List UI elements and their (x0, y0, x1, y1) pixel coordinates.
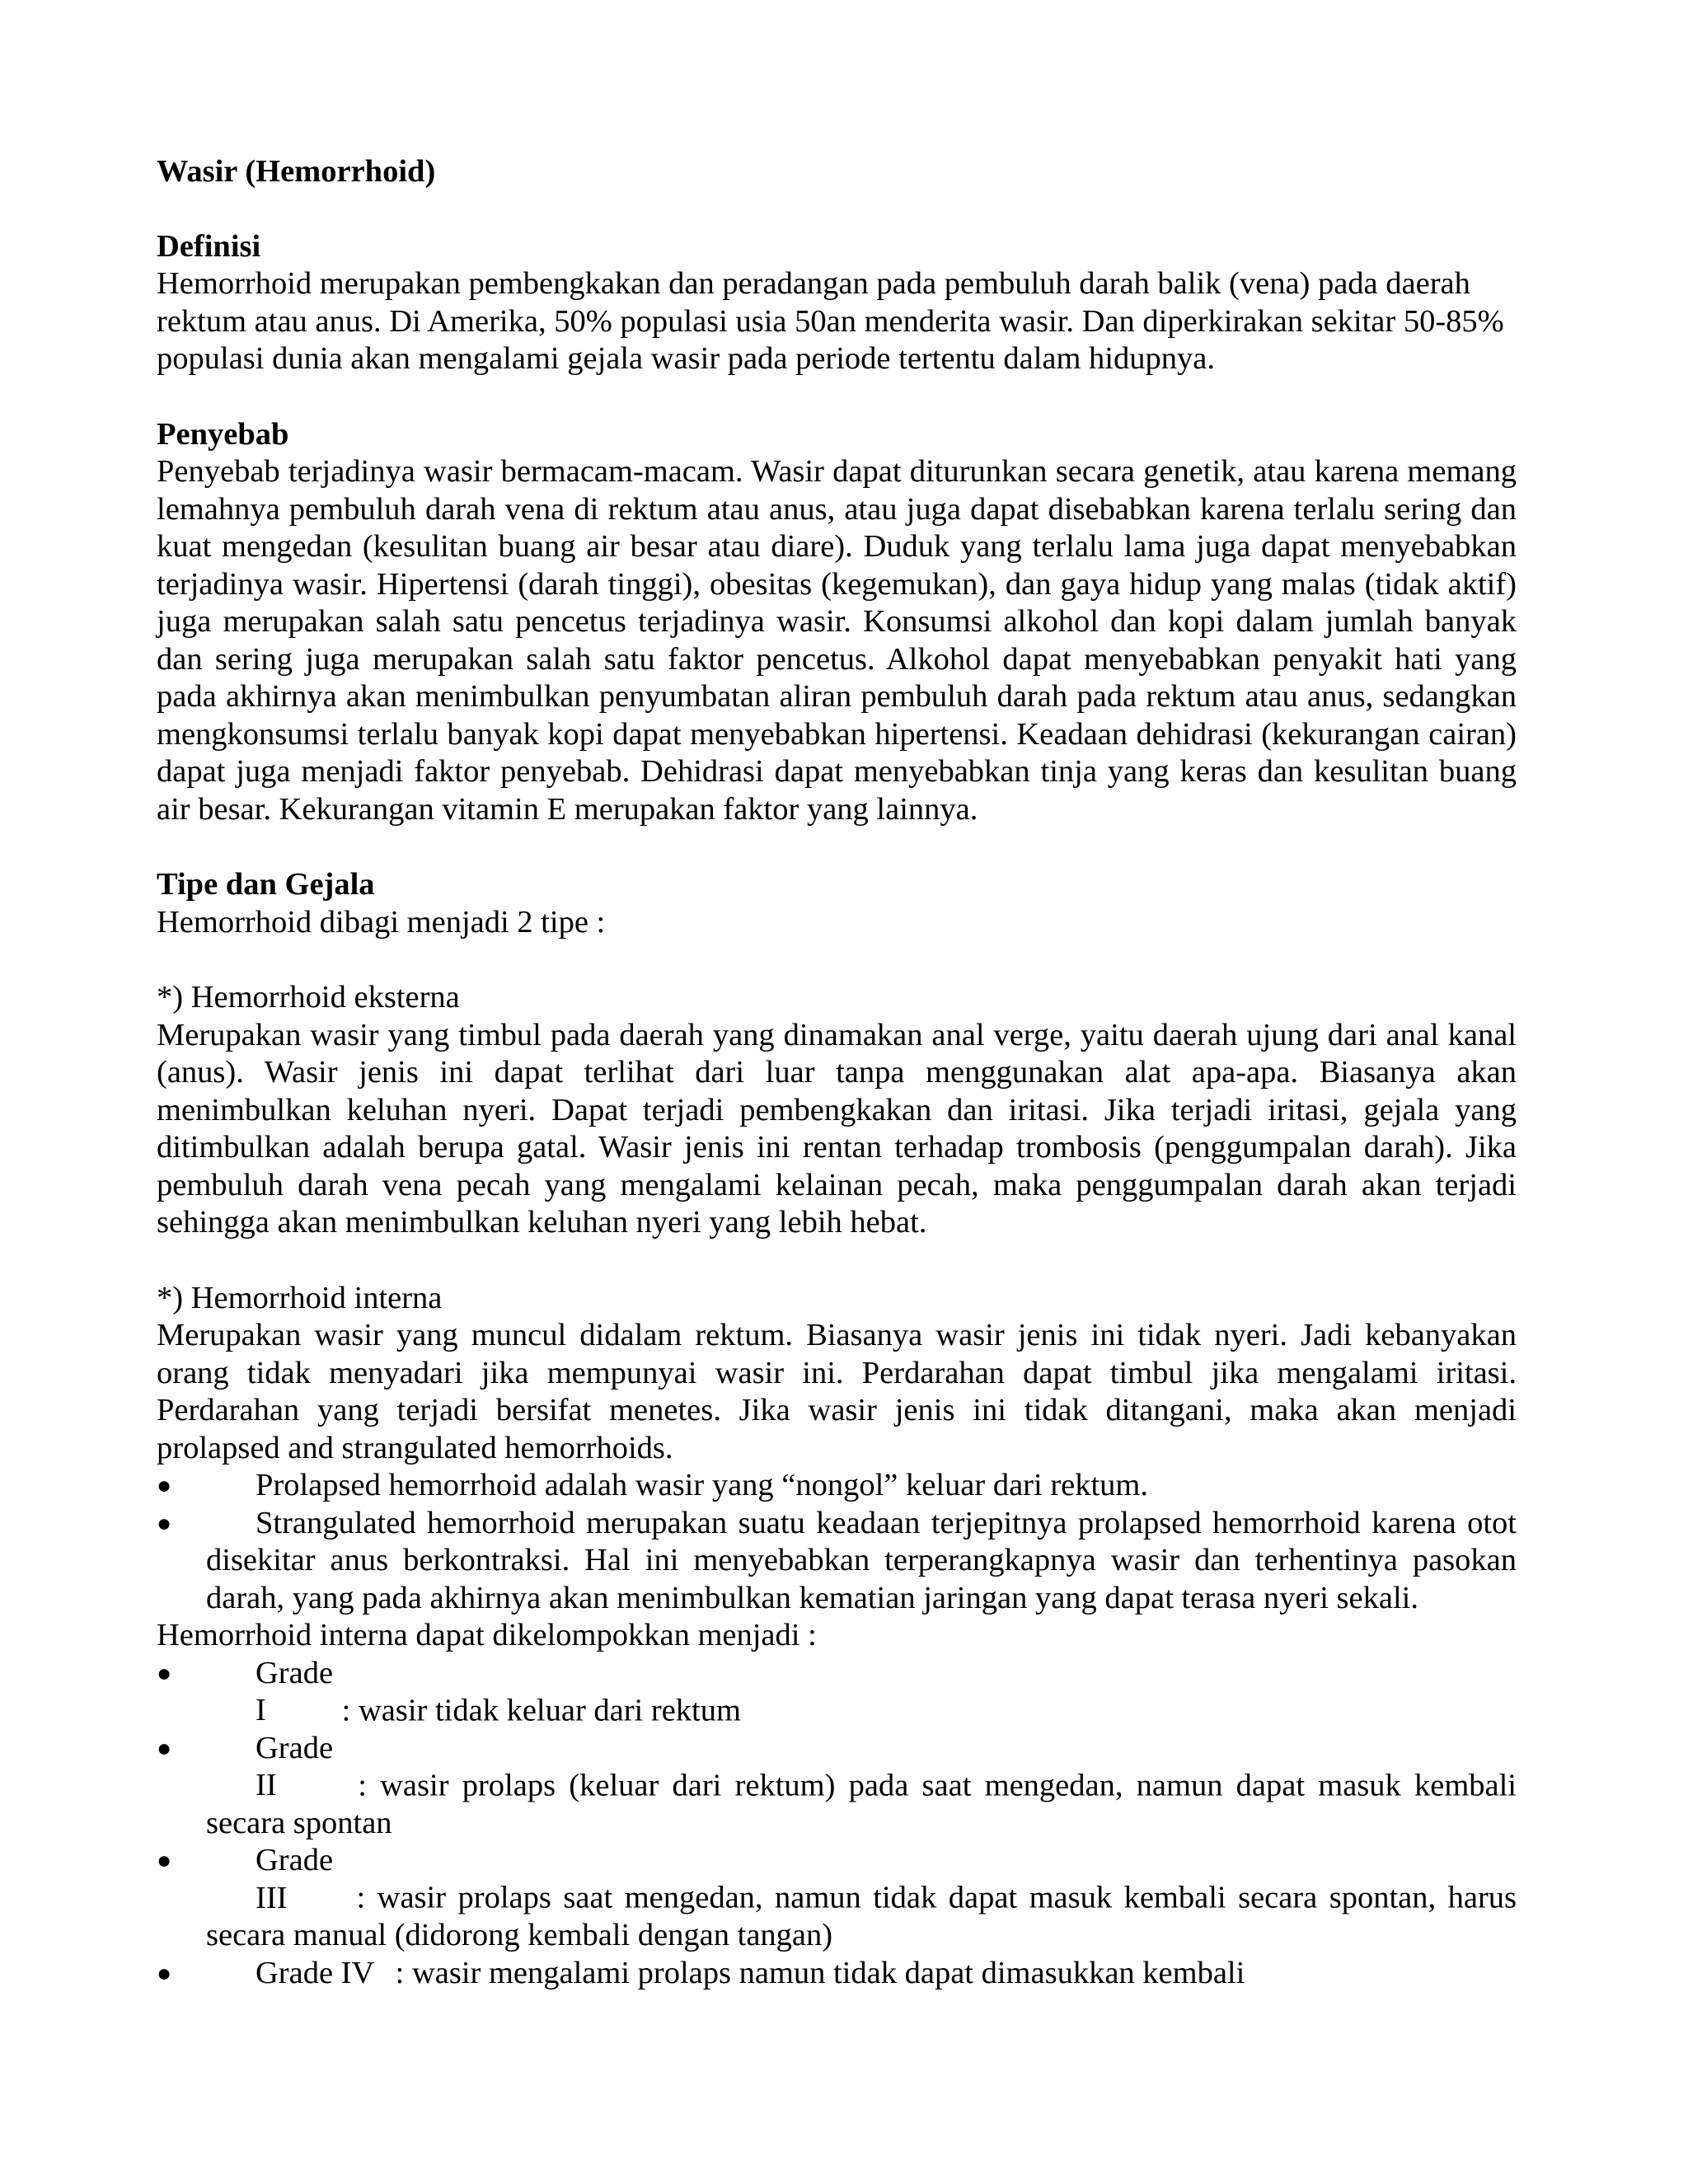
eksterna-title: *) Hemorrhoid eksterna (157, 980, 460, 1015)
grade-text: : wasir mengalami prolaps namun tidak dapat dimasukkan kembali (395, 1955, 1245, 1990)
grade-text: : wasir tidak keluar dari rektum (341, 1693, 741, 1727)
list-item (157, 1467, 1517, 1505)
list-item-text: Strangulated hemorrhoid merupakan suatu keadaan terjepitnya prolapsed hemorrhoid karena otot disekitar anus berkontraksi. Hal ini menyebabkan terperangkapnya wasir dan terhentinya pasokan darah, yang pada akhirnya akan menimbulkan kematian jaringan yang dapat terasa nyeri sekali. (206, 1505, 1517, 1615)
interna-paragraph: Merupakan wasir yang muncul didalam rektum. Biasanya wasir jenis ini tidak nyeri. Jadi kebanyakan orang tidak menyadari jika mempunyai wasir ini. Perdarahan dapat timbul jika mengalami iritasi. Perdarahan yang terjadi bersifat menetes. Jika wasir jenis ini tidak ditangani, maka akan menjadi prolapsed and strangulated hemorrhoids. (157, 1318, 1517, 1465)
grade-list (157, 1655, 1517, 1993)
grade-label: Grade II (256, 1730, 334, 1802)
penyebab-paragraph: Penyebab terjadinya wasir bermacam-macam. Wasir dapat diturunkan secara genetik, atau karena memang lemahnya pembuluh darah vena di rektum atau anus, atau juga dapat disebabkan karena terlalu sering dan kuat mengedan (kesulitan buang air besar atau diare). Duduk yang terlalu lama juga dapat menyebabkan terjadinya wasir. Hipertensi (darah tinggi), obesitas (kegemukan), dan gaya hidup yang malas (tidak aktif) juga merupakan salah satu pencetus terjadinya wasir. Konsumsi alkohol dan kopi dalam jumlah banyak dan sering juga merupakan salah satu faktor pencetus. Alkohol dapat menyebabkan penyakit hati yang pada akhirnya akan menimbulkan penyumbatan aliran pembuluh darah pada rektum atau anus, sedangkan mengkonsumsi terlalu banyak kopi dapat menyebabkan hipertensi. Keadaan dehidrasi (kekurangan cairan) dapat juga menjadi faktor penyebab. Dehidrasi dapat menyebabkan tinja yang keras dan kesulitan buang air besar. Kekurangan vitamin E merupakan faktor yang lainnya. (157, 454, 1517, 827)
definisi-heading: Definisi (157, 228, 261, 264)
penyebab-heading: Penyebab (157, 416, 289, 452)
eksterna-paragraph: Merupakan wasir yang timbul pada daerah yang dinamakan anal verge, yaitu daerah ujung dari anal kanal (anus). Wasir jenis ini dapat terlihat dari luar tanpa menggunakan alat apa-apa. Biasanya akan menimbulkan keluhan nyeri. Dapat terjadi pembengkakan dan iritasi. Jika terjadi iritasi, gejala yang ditimbulkan adalah berupa gatal. Wasir jenis ini rentan terhadap trombosis (penggumpalan darah). Jika pembuluh darah vena pecah yang mengalami kelainan pecah, maka penggumpalan darah akan terjadi sehingga akan menimbulkan keluhan nyeri yang lebih hebat. (157, 1017, 1517, 1240)
grade-label: Grade III (256, 1843, 334, 1915)
document-page (157, 153, 1517, 1992)
grade-label: Grade I (256, 1655, 334, 1727)
tipe-heading: Tipe dan Gejala (157, 867, 375, 902)
bullet-icon: ● (157, 1472, 172, 1499)
definisi-paragraph: Hemorrhoid merupakan pembengkakan dan peradangan pada pembuluh darah balik (vena) pada daerah rektum atau anus. Di Amerika, 50% populasi usia 50an menderita wasir. Dan diperkirakan sekitar 50-85% populasi dunia akan mengalami gejala wasir pada periode tertentu dalam hidupnya. (157, 266, 1504, 376)
list-item (157, 1730, 1517, 1843)
interna-title: *) Hemorrhoid interna (157, 1280, 443, 1315)
list-item (157, 1955, 1517, 1993)
bullet-icon: ● (157, 1847, 172, 1874)
grade-text: : wasir prolaps (keluar dari rektum) pada saat mengedan, namun dapat masuk kembali secara spontan (206, 1768, 1517, 1840)
grade-label: Grade IV (256, 1955, 375, 1990)
bullet-icon: ● (157, 1959, 172, 1987)
list-item (157, 1655, 1517, 1730)
bullet-icon: ● (157, 1509, 172, 1537)
interna-bullet-list (157, 1467, 1517, 1617)
document-title: Wasir (Hemorrhoid) (157, 154, 436, 189)
bullet-icon: ● (157, 1659, 172, 1687)
list-item (157, 1842, 1517, 1955)
bullet-icon: ● (157, 1734, 172, 1762)
grade-text: : wasir prolaps saat mengedan, namun tidak dapat masuk kembali secara spontan, harus secara manual (didorong kembali dengan tangan) (206, 1880, 1517, 1952)
tipe-intro: Hemorrhoid dibagi menjadi 2 tipe : (157, 904, 606, 940)
list-item-text: Prolapsed hemorrhoid adalah wasir yang “nongol” keluar dari rektum. (256, 1468, 1149, 1502)
list-item (157, 1505, 1517, 1618)
grade-intro: Hemorrhoid interna dapat dikelompokkan menjadi : (157, 1618, 817, 1652)
